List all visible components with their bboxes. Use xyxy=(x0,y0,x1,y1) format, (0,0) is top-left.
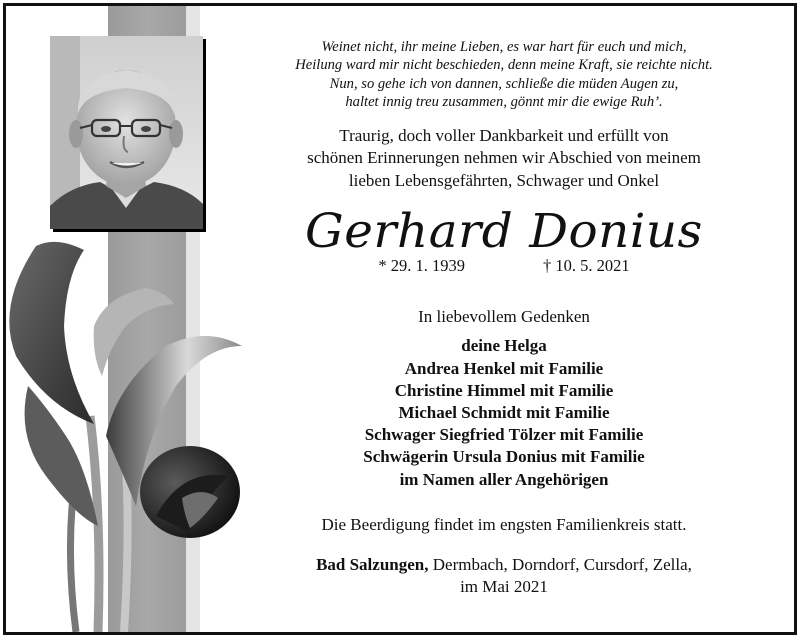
text-column xyxy=(236,38,772,599)
mourner: Christine Himmel mit Familie xyxy=(394,380,614,400)
intro-line: lieben Lebensgefährten, Schwager und Onkel xyxy=(348,170,660,190)
place-others: Dermbach, Dorndorf, Cursdorf, Zella, xyxy=(428,554,692,574)
intro-line: schönen Erinnerungen nehmen wir Abschied von meinem xyxy=(307,148,701,168)
place-and-date xyxy=(236,554,772,599)
intro-text xyxy=(236,125,772,193)
poem-line: Heilung ward mir nicht beschieden, denn meine Kraft, sie reichte nicht. xyxy=(295,57,713,74)
poem-line: Weinet nicht, ihr meine Lieben, es war hart für euch und mich, xyxy=(321,39,687,55)
mourner: deine Helga xyxy=(461,336,547,356)
place-date: im Mai 2021 xyxy=(460,577,548,597)
poem-line: Nun, so gehe ich von dannen, schließe die müden Augen zu, xyxy=(329,75,679,92)
mourner: Andrea Henkel mit Familie xyxy=(404,358,604,378)
death-date: † 10. 5. 2021 xyxy=(543,256,630,276)
mourner: Schwägerin Ursula Donius mit Familie xyxy=(363,447,645,467)
mourner: Schwager Siegfried Tölzer mit Familie xyxy=(364,425,644,445)
place-line xyxy=(236,554,772,576)
calla-lily-illustration xyxy=(6,236,246,632)
funeral-notice: Die Beerdigung findet im engsten Familienkreis statt. xyxy=(321,514,687,534)
intro-line: Traurig, doch voller Dankbarkeit und erfüllt von xyxy=(339,125,669,145)
place-city: Bad Salzungen, xyxy=(316,554,429,574)
birth-date: * 29. 1. 1939 xyxy=(378,256,465,276)
mourner: Michael Schmidt mit Familie xyxy=(398,403,610,423)
deceased-name: Gerhard Donius xyxy=(305,204,703,260)
memory-line: In liebevollem Gedenken xyxy=(418,307,590,327)
poem xyxy=(236,38,772,112)
mourner: im Namen aller Angehörigen xyxy=(399,469,609,489)
mourners-list xyxy=(236,335,772,490)
portrait-photo xyxy=(50,36,203,229)
obituary-card xyxy=(3,3,797,635)
poem-line: haltet innig treu zusammen, gönnt mir die ewige Ruh’. xyxy=(345,94,663,111)
